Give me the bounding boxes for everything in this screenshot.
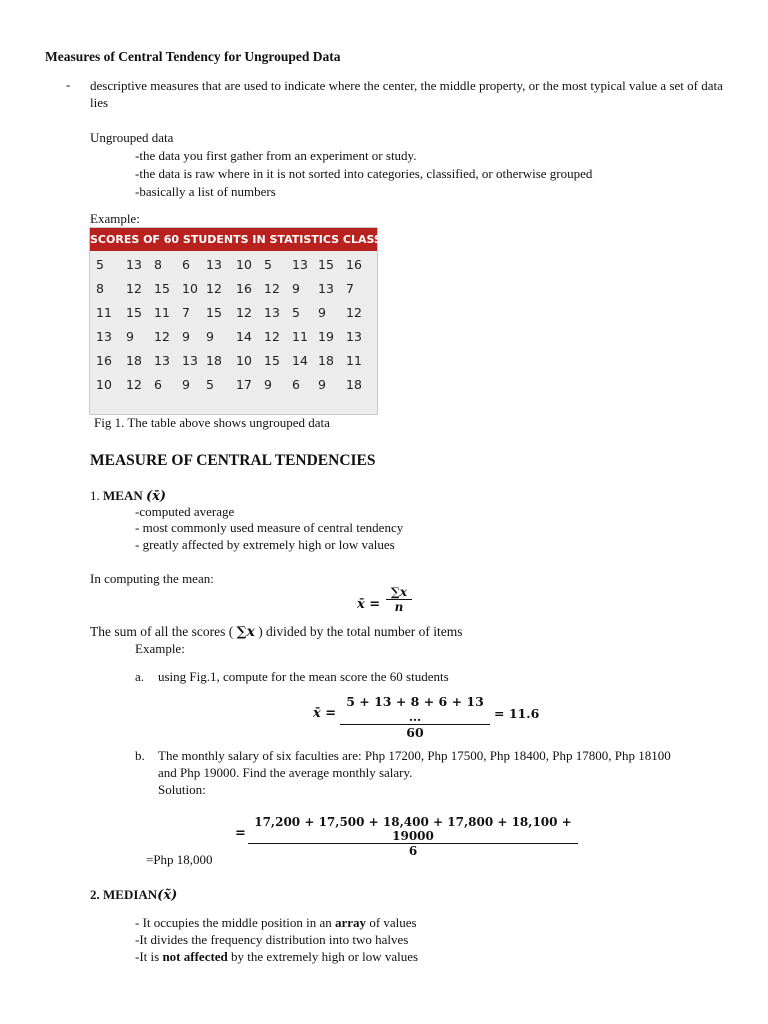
table-cell: 18	[206, 353, 222, 368]
table-cell: 13	[96, 329, 112, 344]
eq-b-lhs: =	[235, 826, 246, 841]
table-cell: 5	[264, 257, 272, 272]
mean-formula-lhs	[357, 596, 380, 612]
table-cell: 18	[318, 353, 334, 368]
table-cell: 10	[96, 377, 112, 392]
eq-b-result: =Php 18,000	[146, 852, 213, 867]
table-cell: 8	[96, 281, 104, 296]
example-a-marker: a.	[135, 669, 145, 684]
table-cell: 12	[206, 281, 222, 296]
median-point: -It divides the frequency distribution into two halves	[135, 932, 409, 947]
definition-text: descriptive measures that are used to indicate where the center, the middle property, or the most typical value a set of data lies	[90, 78, 723, 110]
ungrouped-point: -the data is raw where in it is not sorted into categories, classified, or otherwise grouped	[135, 166, 593, 181]
eq-a-result: = 11.6	[494, 706, 540, 721]
mean-point: - most commonly used measure of central tendency	[135, 520, 404, 535]
table-cell: 13	[346, 329, 362, 344]
mean-symbol: (x̄)	[145, 489, 167, 504]
median-point	[135, 914, 417, 931]
table-cell: 13	[292, 257, 308, 272]
mean-point: - greatly affected by extremely high or low values	[135, 537, 395, 552]
eq-a-lhs: x̄ =	[313, 706, 337, 721]
table-cell: 9	[206, 329, 214, 344]
bullet-dash: -	[66, 77, 71, 92]
table-cell: 15	[154, 281, 170, 296]
table-cell: 9	[182, 377, 190, 392]
example-b-text: The monthly salary of six faculties are: Php 17200, Php 17500, Php 18400, Php 17800, Php 18100	[158, 748, 671, 763]
table-row	[90, 325, 377, 349]
table-row	[90, 373, 377, 397]
mean-formula-denominator: n	[394, 600, 404, 614]
page-title: Measures of Central Tendency for Ungrouped Data	[45, 49, 341, 64]
table-cell: 18	[126, 353, 142, 368]
table-cell: 6	[154, 377, 162, 392]
table-cell: 12	[264, 281, 280, 296]
table-cell: 18	[346, 377, 362, 392]
table-cell: 13	[206, 257, 222, 272]
solution-label: Solution:	[158, 782, 206, 797]
eq-b-numerator: 17,200 + 17,500 + 18,400 + 17,800 + 18,100 + 19000	[254, 815, 572, 843]
table-cell: 11	[292, 329, 308, 344]
sum-text-1: The sum of all the scores (	[90, 624, 234, 639]
table-cell: 9	[318, 305, 326, 320]
table-cell: 10	[236, 353, 252, 368]
computing-mean-label: In computing the mean:	[90, 571, 214, 586]
table-cell: 9	[182, 329, 190, 344]
table-cell: 10	[236, 257, 252, 272]
table-cell: 9	[126, 329, 134, 344]
table-cell: 11	[154, 305, 170, 320]
table-cell: 13	[182, 353, 198, 368]
median-point-text: of values	[366, 915, 417, 930]
table-row	[90, 349, 377, 373]
table-cell: 9	[264, 377, 272, 392]
table-cell: 9	[318, 377, 326, 392]
table-cell: 12	[126, 281, 142, 296]
table-cell: 16	[236, 281, 252, 296]
section-heading: MEASURE OF CENTRAL TENDENCIES	[90, 452, 376, 469]
table-cell: 13	[154, 353, 170, 368]
table-cell: 19	[318, 329, 334, 344]
table-cell: 5	[292, 305, 300, 320]
table-cell: 6	[292, 377, 300, 392]
table-row	[90, 253, 377, 277]
table-cell: 15	[126, 305, 142, 320]
table-cell: 16	[346, 257, 362, 272]
eq-a-fraction	[340, 694, 490, 740]
mean-formula-fraction	[386, 585, 412, 614]
median-point-emphasis: array	[335, 915, 367, 930]
ungrouped-point: -the data you first gather from an experiment or study.	[135, 148, 417, 163]
figure-caption: Fig 1. The table above shows ungrouped data	[94, 415, 330, 430]
table-cell: 5	[206, 377, 214, 392]
table-cell: 12	[264, 329, 280, 344]
table-cell: 7	[182, 305, 190, 320]
table-cell: 13	[264, 305, 280, 320]
example-label: Example:	[90, 211, 140, 226]
median-label: . MEDIAN	[96, 887, 158, 902]
table-cell: 14	[236, 329, 252, 344]
mean-point: -computed average	[135, 504, 235, 519]
eq-a-denominator: 60	[406, 725, 424, 740]
mean-example-label: Example:	[135, 641, 185, 656]
sum-explanation	[90, 623, 463, 641]
table-row	[90, 277, 377, 301]
mean-label: MEAN	[103, 488, 143, 503]
table-cell: 13	[318, 281, 334, 296]
example-a-text: using Fig.1, compute for the mean score the 60 students	[158, 669, 449, 684]
median-point-text: - It occupies the middle position in an	[135, 915, 336, 930]
eq-b-fraction	[248, 815, 578, 858]
table-cell: 12	[346, 305, 362, 320]
table-cell: 12	[126, 377, 142, 392]
table-cell: 15	[318, 257, 334, 272]
median-heading	[90, 886, 177, 904]
table-cell: 11	[346, 353, 362, 368]
table-cell: 6	[182, 257, 190, 272]
table-cell: 17	[236, 377, 252, 392]
median-point	[135, 948, 418, 965]
table-cell: 7	[346, 281, 354, 296]
table-cell: 16	[96, 353, 112, 368]
table-cell: 13	[126, 257, 142, 272]
median-symbol: (x̃)	[157, 888, 178, 903]
scores-table-title: SCORES OF 60 STUDENTS IN STATISTICS CLASS	[90, 228, 377, 251]
table-cell: 12	[236, 305, 252, 320]
table-cell: 11	[96, 305, 112, 320]
mean-number: 1.	[90, 488, 100, 503]
example-b-marker: b.	[135, 748, 145, 763]
sum-symbol: ∑x	[236, 624, 255, 640]
eq-a-numerator: 5 + 13 + 8 + 6 + 13 …	[346, 694, 484, 724]
example-b-text: and Php 19000. Find the average monthly salary.	[158, 765, 413, 780]
ungrouped-heading: Ungrouped data	[90, 130, 174, 145]
table-cell: 8	[154, 257, 162, 272]
table-cell: 12	[154, 329, 170, 344]
eq-b-denominator: 6	[408, 844, 418, 858]
table-cell: 9	[292, 281, 300, 296]
mean-formula-lhs-text: x̄ =	[357, 597, 381, 612]
scores-table	[89, 227, 382, 415]
ungrouped-point: -basically a list of numbers	[135, 184, 276, 199]
mean-formula-numerator: ∑x	[390, 585, 408, 599]
sum-text-2: ) divided by the total number of items	[258, 624, 463, 639]
table-cell: 10	[182, 281, 198, 296]
median-point-emphasis: not affected	[162, 949, 228, 964]
table-cell: 5	[96, 257, 104, 272]
table-cell: 15	[264, 353, 280, 368]
median-point-text: by the extremely high or low values	[227, 949, 419, 964]
median-point-text: -It is	[135, 949, 163, 964]
median-number: 2	[90, 887, 97, 902]
table-cell: 15	[206, 305, 222, 320]
table-row	[90, 301, 377, 325]
table-cell: 14	[292, 353, 308, 368]
